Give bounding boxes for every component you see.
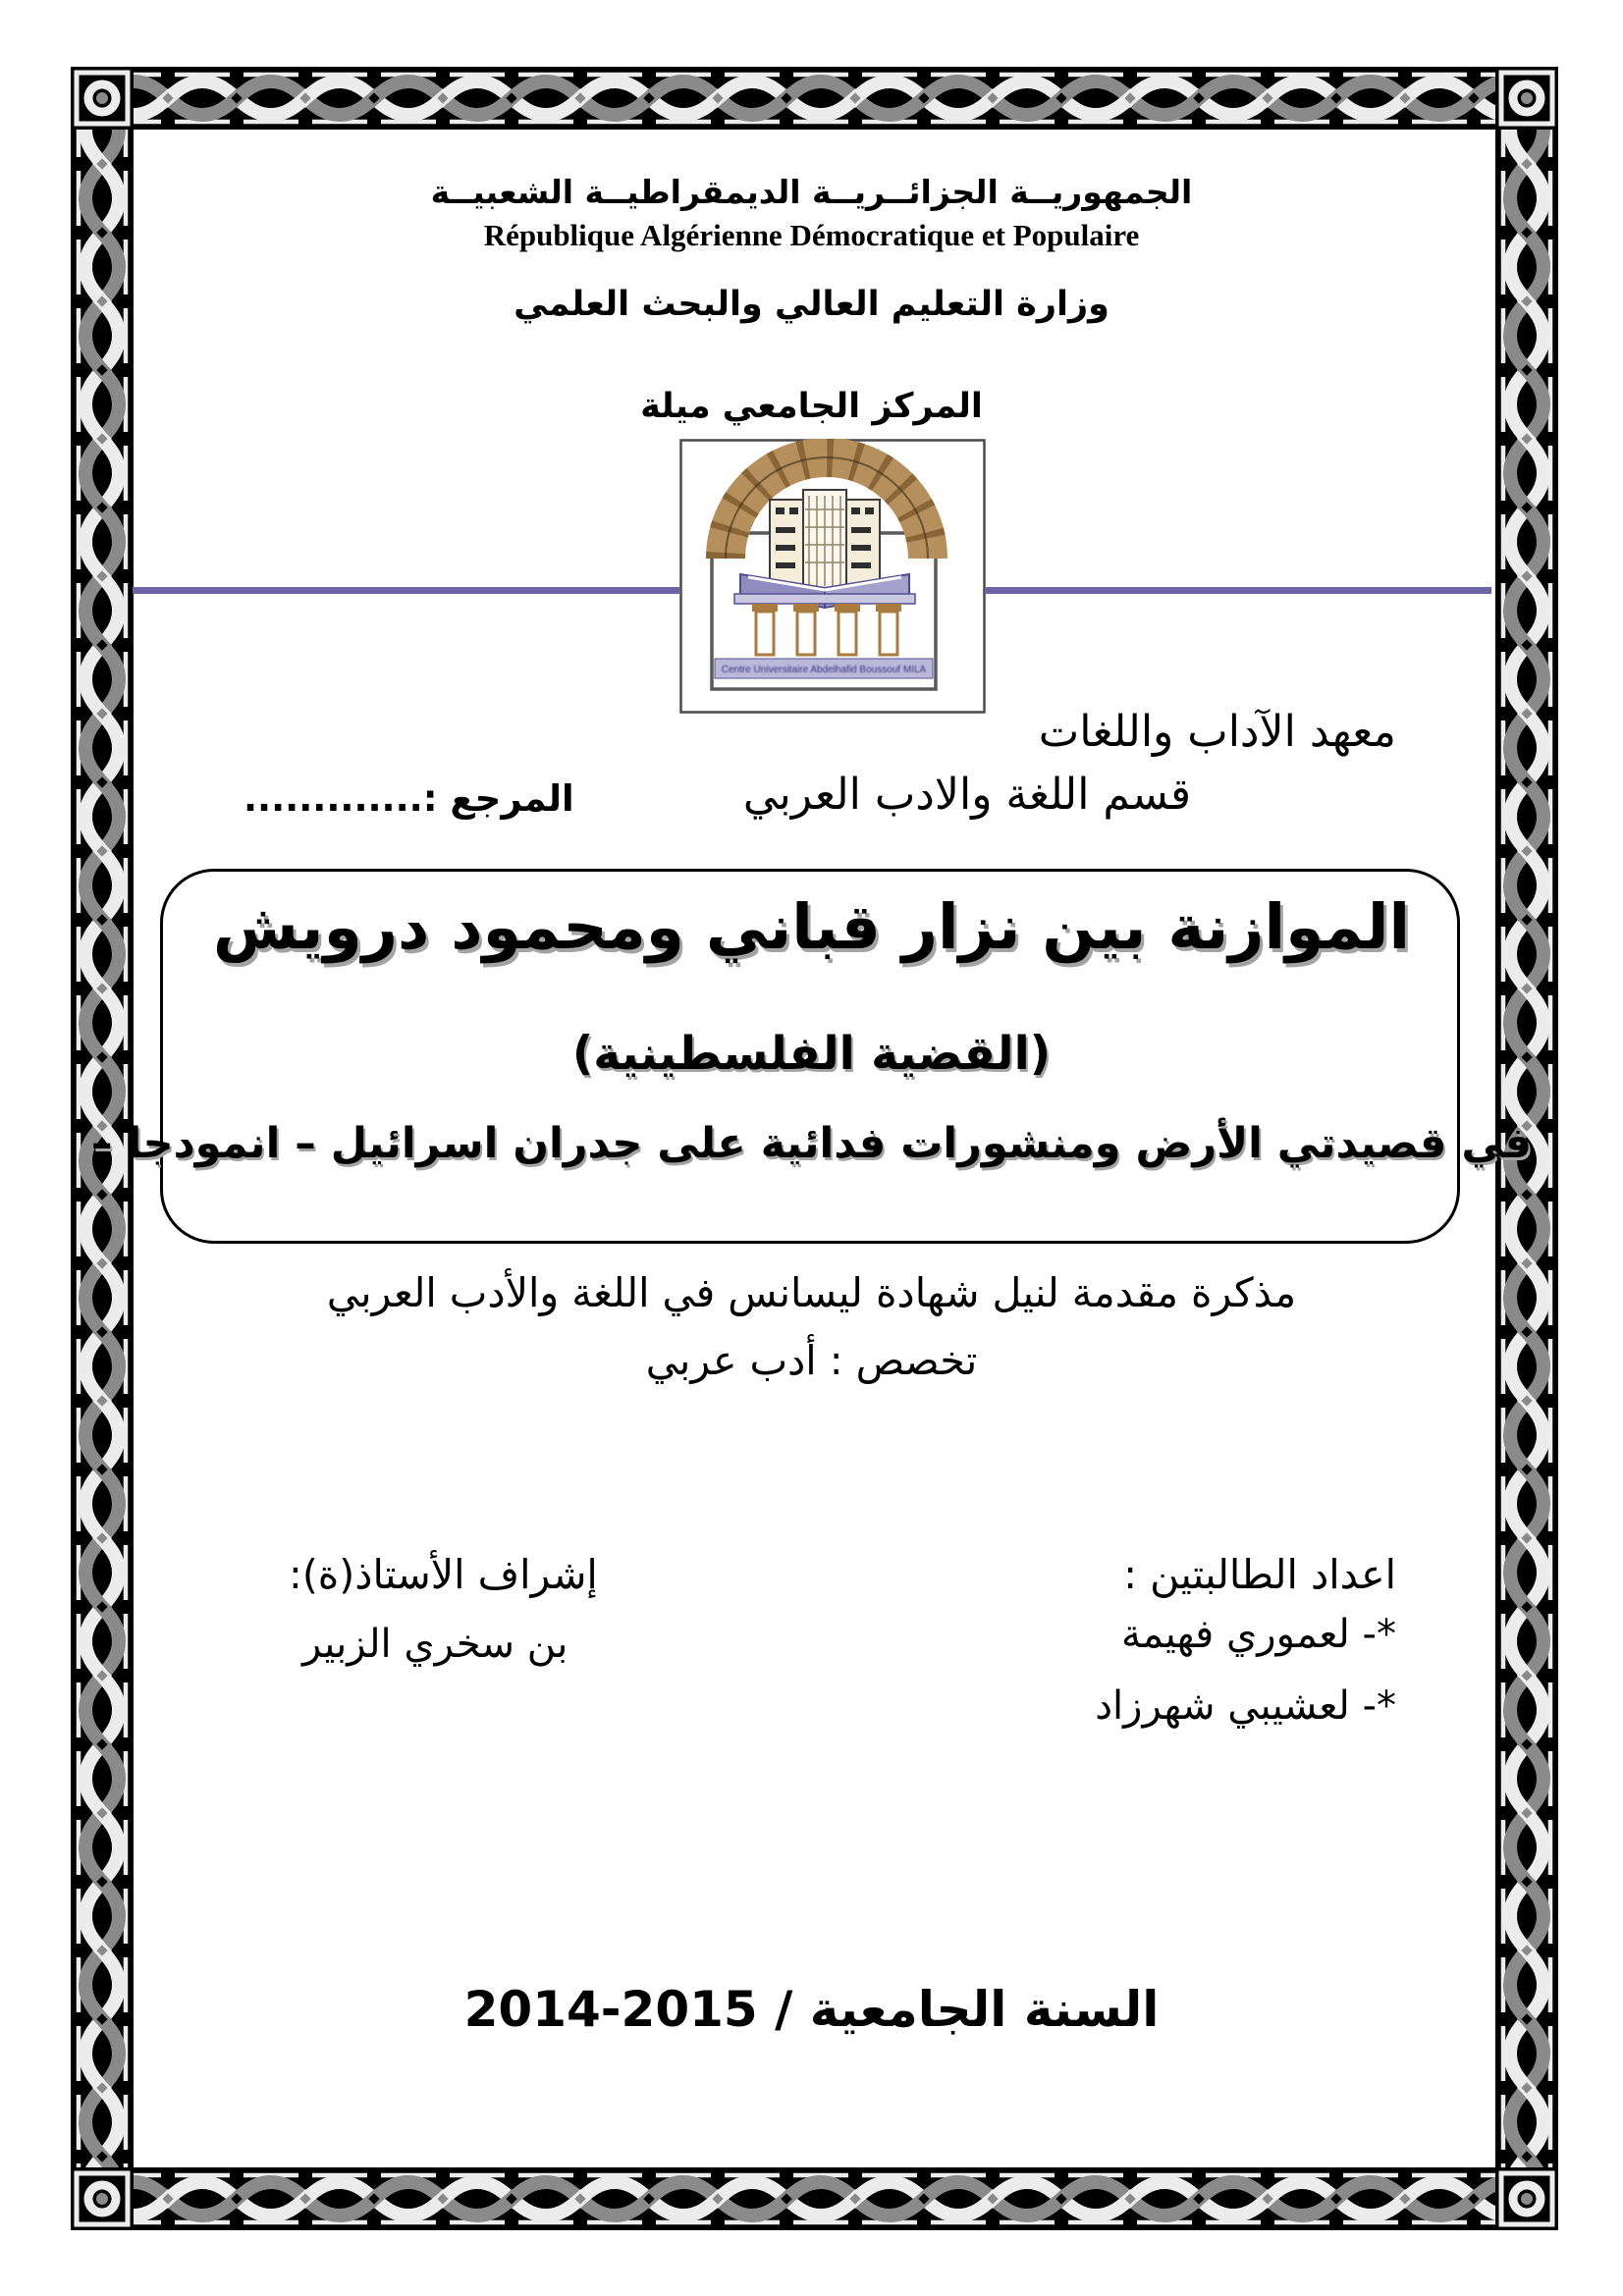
supervisor-label: إشراف الأستاذ(ة): xyxy=(289,1551,598,1598)
border-corner-bottom-right xyxy=(1495,2167,1558,2230)
department-line: قسم اللغة والادب العربي xyxy=(742,770,1191,820)
academic-year-line: السنة الجامعية / 2015-2014 xyxy=(463,1981,1160,2038)
logo-building xyxy=(770,490,880,588)
specialty-line: تخصص : أدب عربي xyxy=(645,1337,978,1384)
institute-line: معهد الآداب واللغات xyxy=(1038,707,1396,757)
ministry-line: وزارة التعليم العالي والبحث العلمي xyxy=(514,285,1109,324)
border-corner-bottom-left xyxy=(71,2167,134,2230)
university-center-line: المركز الجامعي ميلة xyxy=(640,387,983,426)
prepared-by-label: اعداد الطالبتين : xyxy=(1123,1551,1396,1598)
republic-name-french: République Algérienne Démocratique et Populaire xyxy=(483,218,1140,252)
border-corner-top-left xyxy=(71,67,134,130)
border-corner-top-right xyxy=(1495,67,1558,130)
republic-name-arabic: الجمهوريــة الجزائــريــة الديمقراطيــة الشعبيــة xyxy=(430,173,1193,211)
thesis-title: الموازنة بين نزار قباني ومحمود درويش xyxy=(212,891,1411,963)
university-logo xyxy=(679,439,986,714)
reference-line: المرجع :............. xyxy=(243,777,574,820)
supervisor-name: بن سخري الزبير xyxy=(302,1622,568,1667)
thesis-subtitle: (القضية الفلسطينية) xyxy=(571,1027,1052,1081)
student-name-1: *- لعموري فهيمة xyxy=(1121,1612,1396,1657)
memoir-description: مذكرة مقدمة لنيل شهادة ليسانس في اللغة والأدب العربي xyxy=(326,1269,1297,1316)
student-name-2: *- لعشيبي شهرزاد xyxy=(1095,1683,1396,1729)
thesis-scope-line: في قصيدتي الأرض ومنشورات فدائية على جدران اسرائيل – انمودجا – xyxy=(90,1119,1533,1168)
logo-caption-text: Centre Universitaire Abdelhafid Boussouf MILA xyxy=(721,665,927,675)
